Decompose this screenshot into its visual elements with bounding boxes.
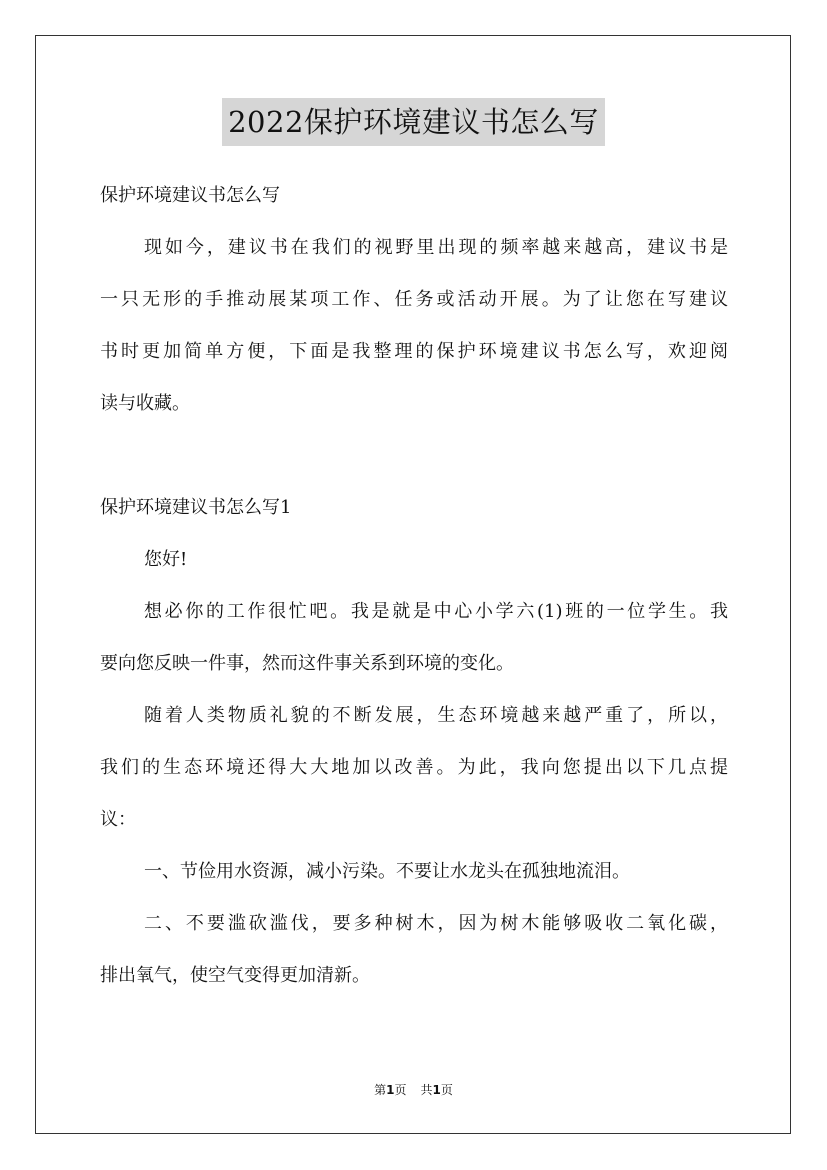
total-label-prefix: 共	[420, 1083, 433, 1097]
page-label-prefix: 第	[374, 1083, 387, 1097]
intro-line-3: 书时更加简单方便，下面是我整理的保护环境建议书怎么写，欢迎阅	[100, 341, 728, 362]
body-line-5: 议：	[100, 809, 136, 830]
body-line-8: 排出氧气，使空气变得更加清新。	[100, 965, 370, 986]
paragraph-gap	[100, 430, 728, 482]
total-pages: 1	[432, 1083, 441, 1097]
document-title: 2022保护环境建议书怎么写	[222, 98, 605, 146]
body-line-2: 要向您反映一件事，然而这件事关系到环境的变化。	[100, 653, 514, 674]
page-footer	[0, 1081, 827, 1099]
section-heading: 保护环境建议书怎么写1	[100, 497, 292, 518]
greeting: 您好!	[144, 549, 188, 570]
total-label-suffix: 页	[440, 1083, 453, 1097]
intro-line-4: 读与收藏。	[100, 393, 190, 414]
subtitle: 保护环境建议书怎么写	[100, 185, 280, 206]
body-line-4: 我们的生态环境还得大大地加以改善。为此，我向您提出以下几点提	[100, 757, 728, 778]
title-block	[0, 98, 827, 146]
document-body	[100, 170, 728, 1002]
body-line-3: 随着人类物质礼貌的不断发展，生态环境越来越严重了，所以，	[144, 705, 728, 726]
body-line-7: 二、不要滥砍滥伐，要多种树木，因为树木能够吸收二氧化碳，	[144, 913, 728, 934]
intro-line-2: 一只无形的手推动展某项工作、任务或活动开展。为了让您在写建议	[100, 289, 728, 310]
page-label-suffix: 页	[394, 1083, 407, 1097]
page-number: 1	[386, 1083, 395, 1097]
body-line-6: 一、节俭用水资源，减小污染。不要让水龙头在孤独地流泪。	[144, 861, 630, 882]
body-line-1: 想必你的工作很忙吧。我是就是中心小学六(1)班的一位学生。我	[144, 601, 728, 622]
intro-line-1: 现如今，建议书在我们的视野里出现的频率越来越高，建议书是	[144, 237, 728, 258]
